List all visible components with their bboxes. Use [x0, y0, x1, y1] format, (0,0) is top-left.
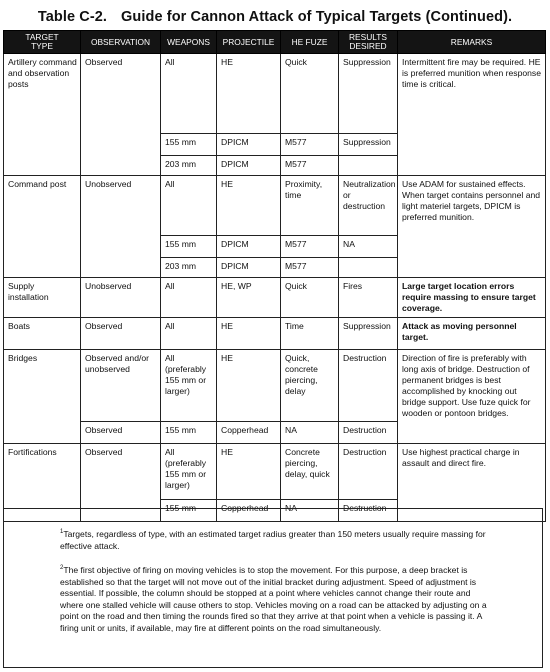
header-observation: OBSERVATION [81, 31, 161, 54]
weapons-cell: All [161, 318, 217, 350]
results-cell: Destruction [339, 350, 398, 422]
header-row [4, 31, 546, 54]
projectile-cell: Copperhead [217, 500, 281, 522]
cannon-attack-table [3, 30, 546, 522]
weapons-cell: 203 mm [161, 156, 217, 176]
target-cell: Fortifications [4, 444, 81, 522]
footnote-text: Targets, regardless of type, with an estimated target radius greater than 150 meters usually require massing for effective attack. [60, 529, 486, 551]
header-target-type: TARGET TYPE [4, 31, 81, 54]
footnote-1 [60, 529, 496, 552]
projectile-cell: HE [217, 444, 281, 500]
footnote-mark: 1 [60, 529, 64, 535]
projectile-cell: HE [217, 54, 281, 134]
weapons-cell: 155 mm [161, 500, 217, 522]
observation-cell: Observed [81, 54, 161, 176]
observation-cell: Observed [81, 444, 161, 522]
fuze-cell: M577 [281, 156, 339, 176]
remarks-cell: Direction of fire is preferably with long axis of bridge. Destruction of permanent bridges is best accomplished by knocking out bridge support. Use fuze quick for wooden or pontoon bridges. [398, 350, 546, 444]
footnotes-box [3, 508, 543, 668]
remarks-cell: Use ADAM for sustained effects. When target contains personnel and light materiel targets, DPICM is preferred munition. [398, 176, 546, 278]
header-weapons: WEAPONS [161, 31, 217, 54]
weapons-cell: 203 mm [161, 258, 217, 278]
fuze-cell: Concrete piercing, delay, quick [281, 444, 339, 500]
table-title [0, 9, 550, 25]
results-cell: NA [339, 236, 398, 258]
weapons-cell: All [161, 278, 217, 318]
target-cell: Boats [4, 318, 81, 350]
remarks-cell: Large target location errors require massing to ensure target coverage. [398, 278, 546, 318]
target-cell: Bridges [4, 350, 81, 444]
header-projectile: PROJECTILE [217, 31, 281, 54]
results-cell: Destruction [339, 444, 398, 500]
projectile-cell: DPICM [217, 156, 281, 176]
weapons-cell: All (preferably 155 mm or larger) [161, 444, 217, 500]
table-row [4, 350, 546, 422]
projectile-cell: HE, WP [217, 278, 281, 318]
results-cell [339, 258, 398, 278]
weapons-cell: All (preferably 155 mm or larger) [161, 350, 217, 422]
observation-cell: Observed and/or unobserved [81, 350, 161, 422]
footnote-text: The first objective of firing on moving vehicles is to stop the movement. For this purpose, a deep bracket is established so that the target will not move out of the initial bracket during adjustment. Speed of adjustment is essential. If possible, the column should be stopped at a point where vehicles cannot change their route and where one stalled vehicle will cause others to stop. Vehicles moving on a road can be attacked by adjusting on a point on the road and then timing the rounds fired so that they arrive at that point when a vehicle is passing it. A firing unit or units, if available, may fire at different points on the road simultaneously. [60, 565, 487, 633]
results-cell: Neutralization or destruction [339, 176, 398, 236]
footnote-mark: 2 [60, 565, 64, 571]
projectile-cell: HE [217, 350, 281, 422]
projectile-cell: DPICM [217, 258, 281, 278]
projectile-cell: HE [217, 176, 281, 236]
fuze-cell: M577 [281, 258, 339, 278]
results-cell: Destruction [339, 422, 398, 444]
table-row [4, 278, 546, 318]
remarks-cell: Use highest practical charge in assault and direct fire. [398, 444, 546, 522]
fuze-cell: Quick, concrete piercing, delay [281, 350, 339, 422]
table-number: Table C-2. [37, 9, 108, 25]
results-cell: Suppression [339, 134, 398, 156]
remarks-cell: Intermittent fire may be required. HE is preferred munition when response time is critical. [398, 54, 546, 176]
projectile-cell: HE [217, 318, 281, 350]
results-cell: Suppression [339, 54, 398, 134]
fuze-cell: Proximity, time [281, 176, 339, 236]
table-row [4, 54, 546, 134]
results-cell: Fires [339, 278, 398, 318]
results-cell [339, 156, 398, 176]
weapons-cell: 155 mm [161, 134, 217, 156]
fuze-cell: Time [281, 318, 339, 350]
target-cell: Artillery command and observation posts [4, 54, 81, 176]
weapons-cell: 155 mm [161, 422, 217, 444]
fuze-cell: NA [281, 500, 339, 522]
observation-cell: Observed [81, 422, 161, 444]
table-row [4, 444, 546, 500]
observation-cell: Unobserved [81, 278, 161, 318]
header-remarks: REMARKS [398, 31, 546, 54]
results-cell: Destruction [339, 500, 398, 522]
table-row [4, 176, 546, 236]
weapons-cell: 155 mm [161, 236, 217, 258]
table-caption: Guide for Cannon Attack of Typical Targets (Continued). [121, 9, 513, 25]
target-cell: Supply installation [4, 278, 81, 318]
fuze-cell: NA [281, 422, 339, 444]
target-cell: Command post [4, 176, 81, 278]
projectile-cell: DPICM [217, 236, 281, 258]
results-cell: Suppression [339, 318, 398, 350]
header-results-desired: RESULTS DESIRED [339, 31, 398, 54]
header-he-fuze: HE FUZE [281, 31, 339, 54]
fuze-cell: Quick [281, 278, 339, 318]
table-row [4, 318, 546, 350]
fuze-cell: M577 [281, 236, 339, 258]
projectile-cell: DPICM [217, 134, 281, 156]
projectile-cell: Copperhead [217, 422, 281, 444]
weapons-cell: All [161, 54, 217, 134]
observation-cell: Unobserved [81, 176, 161, 278]
fuze-cell: M577 [281, 134, 339, 156]
footnote-2 [60, 565, 496, 635]
remarks-cell: Attack as moving personnel target. [398, 318, 546, 350]
weapons-cell: All [161, 176, 217, 236]
fuze-cell: Quick [281, 54, 339, 134]
observation-cell: Observed [81, 318, 161, 350]
